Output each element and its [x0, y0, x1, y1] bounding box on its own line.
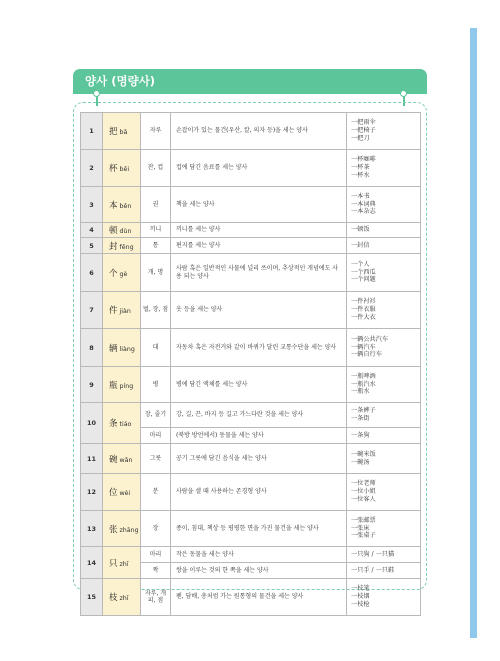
- table-row: [81, 579, 421, 616]
- unit-cell: 장: [141, 511, 171, 547]
- word-cell: [103, 292, 141, 329]
- word-hanzi: 封: [109, 241, 118, 252]
- description-cell: 편지를 세는 양사: [171, 238, 347, 254]
- table-row: [81, 403, 421, 428]
- unit-cell: 그릇: [141, 444, 171, 474]
- example-phrase: 一条狗: [351, 431, 370, 439]
- description-cell: 끼니를 세는 양사: [171, 223, 347, 238]
- word-hanzi: 瓶: [109, 380, 118, 391]
- word-pinyin: dùn: [119, 228, 132, 235]
- section-header: [73, 69, 427, 94]
- unit-cell: 개, 명: [141, 254, 171, 292]
- description-cell: 사람을 셀 때 사용하는 존경형 양사: [171, 474, 347, 511]
- row-number: 1: [81, 113, 103, 150]
- word-cell: [103, 238, 141, 254]
- row-number: 8: [81, 329, 103, 367]
- example-phrase: 一碗米饭: [351, 450, 376, 458]
- example-phrase: 一杯茶: [351, 164, 370, 172]
- word-hanzi: 只: [109, 558, 118, 569]
- unit-cell: 분: [141, 474, 171, 511]
- row-number: 9: [81, 367, 103, 403]
- word-cell: [103, 403, 141, 444]
- side-accent-bar: [470, 28, 477, 638]
- example-phrase: 一位老师: [351, 480, 376, 488]
- section-title: 양사 (명량사): [85, 74, 156, 88]
- example-phrase: 一瓶汽水: [351, 380, 376, 388]
- word-cell: [103, 579, 141, 616]
- example-phrase: 一条街: [351, 415, 370, 422]
- word-cell: [103, 444, 141, 474]
- example-phrase: 一把刀: [351, 134, 370, 142]
- word-pinyin: bǎ: [119, 129, 128, 136]
- word-hanzi: 位: [109, 488, 118, 498]
- examples-cell: [347, 223, 421, 238]
- word-cell: [103, 150, 141, 187]
- table-row: [81, 329, 421, 367]
- examples-cell: [347, 444, 421, 474]
- examples-cell: [347, 428, 421, 444]
- measure-word-table: [80, 112, 421, 616]
- description-cell: 자동차 혹은 자전거와 같이 바퀴가 달린 교통수단을 세는 양사: [171, 329, 347, 367]
- unit-cell: 병: [141, 367, 171, 403]
- word-pinyin: wǎn: [119, 456, 133, 464]
- description-cell: 작은 동물을 세는 양사: [171, 547, 347, 563]
- word-hanzi: 本: [109, 200, 118, 211]
- examples-cell: [347, 238, 421, 254]
- description-cell: 공기 그릇에 담긴 음식을 세는 양사: [171, 444, 347, 474]
- unit-cell: 자루: [141, 113, 171, 150]
- examples-cell: [347, 474, 421, 511]
- example-phrase: 一条裤子: [351, 407, 376, 415]
- word-pinyin: zhāng: [119, 526, 139, 534]
- word-hanzi: 枝: [109, 593, 118, 603]
- example-phrase: 一本词典: [351, 200, 376, 208]
- word-cell: [103, 367, 141, 403]
- unit-cell: 짝: [141, 563, 171, 579]
- table-row: [81, 187, 421, 223]
- example-phrase: 一辆汽车: [351, 343, 376, 351]
- example-phrase: 一位客人: [351, 495, 376, 503]
- word-hanzi: 杯: [109, 164, 118, 174]
- word-hanzi: 张: [109, 524, 118, 535]
- example-phrase: 一顿饭: [351, 226, 370, 234]
- example-phrase: 一枝烟: [351, 593, 370, 601]
- example-phrase: 一杯水: [351, 171, 370, 179]
- table-row: [81, 223, 421, 238]
- description-cell: 사람 혹은 일반적인 사물에 널리 쓰이며, 추상적인 개념에도 사용 되는 양사: [171, 254, 347, 292]
- example-phrase: 一辆公共汽车: [351, 335, 389, 343]
- table-row: [81, 113, 421, 150]
- row-number: 12: [81, 474, 103, 511]
- word-pinyin: tiáo: [119, 421, 132, 428]
- description-cell: 옷 등을 세는 양사: [171, 292, 347, 329]
- example-phrase: 一个西瓜: [351, 268, 376, 276]
- word-hanzi: 辆: [109, 343, 118, 354]
- unit-cell: 권: [141, 187, 171, 223]
- example-phrase: 一辆自行车: [351, 351, 382, 359]
- word-pinyin: zhī: [119, 560, 129, 568]
- example-phrase: 一本杂志: [351, 208, 376, 216]
- description-cell: 펜, 담배, 총처럼 가는 원통형의 물건을 세는 양사: [171, 579, 347, 616]
- description-cell: 종이, 침대, 책상 등 평평한 면을 가진 물건을 세는 양사: [171, 511, 347, 547]
- description-cell: 책을 세는 양사: [171, 187, 347, 223]
- table-row: [81, 292, 421, 329]
- row-number: 10: [81, 403, 103, 444]
- word-cell: [103, 474, 141, 511]
- word-cell: [103, 329, 141, 367]
- example-phrase: 一本书: [351, 192, 370, 200]
- unit-cell: 마리: [141, 547, 171, 563]
- example-phrase: 一张桌子: [351, 532, 376, 540]
- example-phrase: 一瓶啤酒: [351, 372, 376, 380]
- word-pinyin: jiàn: [119, 308, 131, 315]
- unit-cell: 대: [141, 329, 171, 367]
- description-cell: 컵에 담긴 음료를 세는 양사: [171, 150, 347, 187]
- examples-cell: [347, 329, 421, 367]
- word-pinyin: bēi: [119, 166, 130, 173]
- examples-cell: [347, 187, 421, 223]
- examples-cell: [347, 403, 421, 428]
- word-hanzi: 件: [109, 306, 118, 316]
- word-pinyin: běn: [119, 202, 132, 210]
- example-phrase: 一个问题: [351, 276, 376, 284]
- table-row: [81, 254, 421, 292]
- unit-cell: 자루, 개피, 점: [141, 579, 171, 616]
- example-phrase: 一只手 / 一只鞋: [351, 566, 395, 574]
- word-cell: [103, 223, 141, 238]
- examples-cell: [347, 254, 421, 292]
- examples-cell: [347, 547, 421, 563]
- example-phrase: 一枝笔: [351, 585, 370, 593]
- example-phrase: 一张床: [351, 524, 370, 532]
- description-cell: 병에 담긴 액체를 세는 양사: [171, 367, 347, 403]
- example-phrase: 一杯咖啡: [351, 156, 376, 164]
- example-phrase: 一把雨伞: [351, 119, 376, 127]
- row-number: 6: [81, 254, 103, 292]
- examples-cell: [347, 579, 421, 616]
- row-number: 13: [81, 511, 103, 547]
- row-number: 14: [81, 547, 103, 579]
- word-hanzi: 碗: [109, 454, 118, 465]
- row-number: 11: [81, 444, 103, 474]
- word-pinyin: gè: [119, 270, 128, 278]
- description-cell: 손잡이가 있는 물건(우산, 칼, 의자 등)을 세는 양사: [171, 113, 347, 150]
- unit-cell: 벌, 장, 점: [141, 292, 171, 329]
- examples-cell: [347, 113, 421, 150]
- table-row: [81, 444, 421, 474]
- table-row: [81, 150, 421, 187]
- examples-cell: [347, 367, 421, 403]
- example-phrase: 一枝枪: [351, 600, 370, 608]
- examples-cell: [347, 150, 421, 187]
- word-hanzi: 个: [109, 268, 118, 279]
- example-phrase: 一封信: [351, 241, 370, 249]
- table-row: [81, 511, 421, 547]
- word-pinyin: píng: [119, 382, 134, 390]
- examples-cell: [347, 563, 421, 579]
- unit-cell: 통: [141, 238, 171, 254]
- table-row: [81, 238, 421, 254]
- word-hanzi: 顿: [109, 226, 118, 236]
- example-phrase: 一个人: [351, 260, 370, 268]
- word-cell: [103, 511, 141, 547]
- word-cell: [103, 187, 141, 223]
- example-phrase: 一只狗 / 一只猫: [351, 550, 395, 558]
- description-cell: 강, 길, 끈, 바지 등 길고 가느다란 것을 세는 양사: [171, 403, 347, 428]
- word-pinyin: fēng: [119, 243, 134, 251]
- examples-cell: [347, 292, 421, 329]
- row-number: 7: [81, 292, 103, 329]
- word-hanzi: 把: [109, 127, 118, 137]
- unit-cell: 마리: [141, 428, 171, 444]
- table-row: [81, 474, 421, 511]
- example-phrase: 一位小姐: [351, 488, 376, 496]
- word-cell: [103, 547, 141, 579]
- word-cell: [103, 254, 141, 292]
- word-hanzi: 条: [109, 419, 118, 429]
- row-number: 3: [81, 187, 103, 223]
- example-phrase: 一件大衣: [351, 313, 376, 321]
- word-cell: [103, 113, 141, 150]
- word-pinyin: liàng: [119, 345, 135, 353]
- table-row: [81, 367, 421, 403]
- description-cell: (북방 방언에서) 동물을 세는 양사: [171, 428, 347, 444]
- example-phrase: 一件衬衫: [351, 298, 376, 306]
- row-number: 4: [81, 223, 103, 238]
- unit-cell: 장, 줄기: [141, 403, 171, 428]
- unit-cell: 잔, 컵: [141, 150, 171, 187]
- examples-cell: [347, 511, 421, 547]
- table-row: [81, 547, 421, 563]
- example-phrase: 一张邮票: [351, 516, 376, 524]
- description-cell: 쌍을 이루는 것의 한 쪽을 세는 양사: [171, 563, 347, 579]
- example-phrase: 一把椅子: [351, 127, 376, 135]
- row-number: 5: [81, 238, 103, 254]
- row-number: 2: [81, 150, 103, 187]
- example-phrase: 一瓶水: [351, 388, 370, 396]
- example-phrase: 一件衣服: [351, 306, 376, 314]
- row-number: 15: [81, 579, 103, 616]
- word-pinyin: zhī: [119, 595, 129, 602]
- example-phrase: 一碗汤: [351, 458, 370, 466]
- unit-cell: 끼니: [141, 223, 171, 238]
- word-pinyin: wèi: [119, 490, 131, 497]
